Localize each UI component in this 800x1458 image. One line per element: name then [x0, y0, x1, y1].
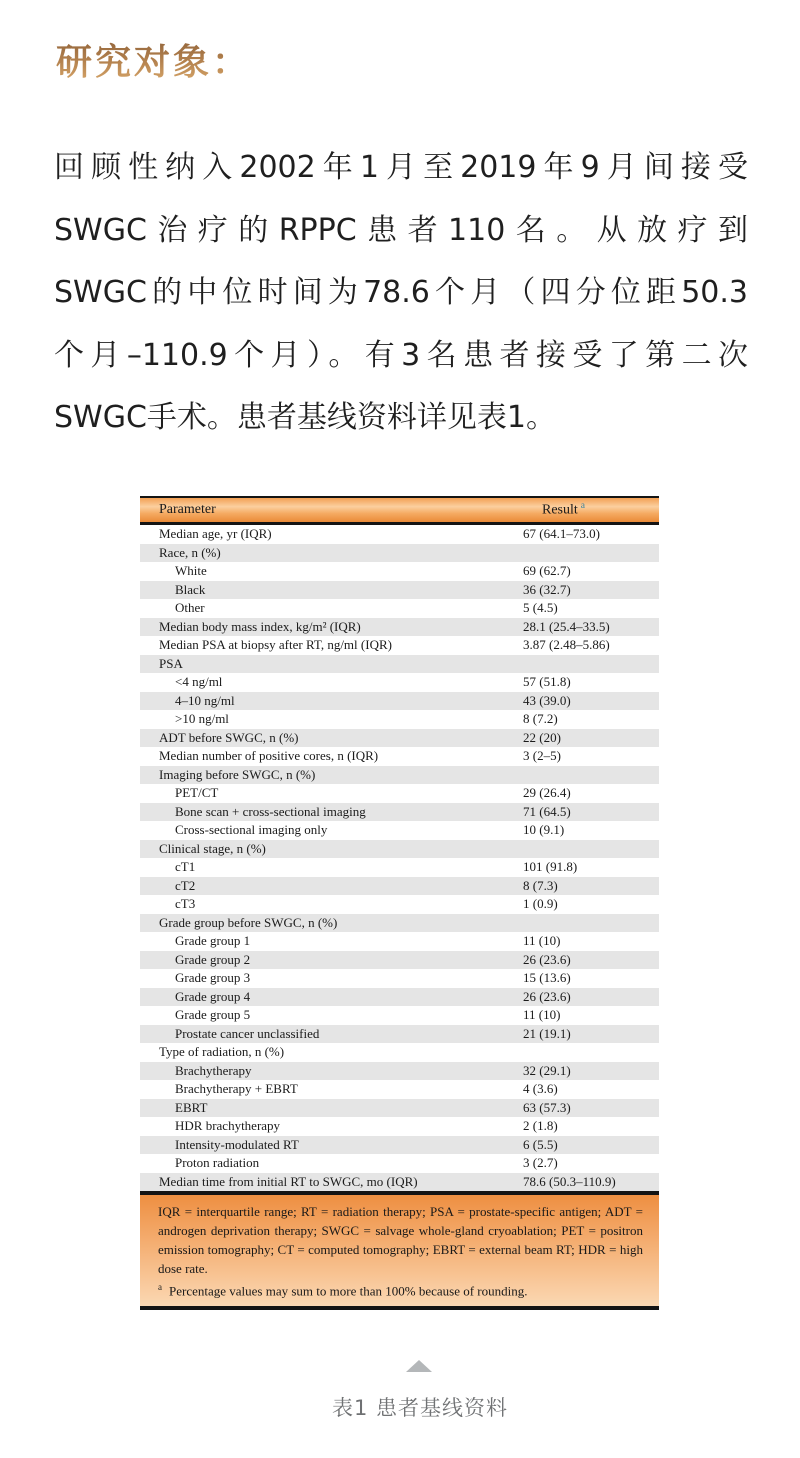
table-row — [140, 877, 659, 896]
result-cell: 15 (13.6) — [523, 970, 571, 985]
result-cell: 8 (7.2) — [523, 711, 558, 726]
table-row — [140, 1154, 659, 1173]
table-row — [140, 1080, 659, 1099]
result-cell: 21 (19.1) — [523, 1025, 571, 1041]
parameter-cell: cT1 — [175, 859, 196, 874]
table-row — [140, 544, 659, 563]
parameter-cell: Grade group before SWGC, n (%) — [159, 914, 338, 930]
table-row — [140, 692, 659, 711]
result-cell: 8 (7.3) — [523, 877, 558, 893]
table-row — [140, 858, 659, 877]
table-row — [140, 729, 659, 748]
table-row — [140, 932, 659, 951]
table-footnote — [140, 1195, 659, 1310]
column-header-result: Result $^a$ — [542, 501, 585, 518]
parameter-cell: Grade group 3 — [175, 970, 251, 985]
parameter-cell: Other — [175, 600, 205, 615]
table-row — [140, 599, 659, 618]
result-cell: 3.87 (2.48–5.86) — [523, 637, 610, 652]
collapse-arrow-icon[interactable] — [406, 1360, 432, 1372]
footnote-marker: a — [158, 1282, 162, 1292]
table-header-row — [140, 496, 659, 525]
parameter-cell: Prostate cancer unclassified — [175, 1025, 320, 1041]
parameter-cell: Bone scan + cross-sectional imaging — [175, 803, 366, 819]
parameter-cell: Proton radiation — [175, 1155, 260, 1170]
parameter-cell: Median age, yr (IQR) — [159, 526, 272, 541]
table-row — [140, 1117, 659, 1136]
result-cell: 26 (23.6) — [523, 951, 571, 967]
table-row — [140, 988, 659, 1007]
result-cell: 3 (2–5) — [523, 748, 561, 763]
result-cell: 1 (0.9) — [523, 896, 558, 911]
table-body — [140, 525, 659, 1195]
paragraph-line: 回顾性纳入2002年1月至2019年9月间接受 — [54, 150, 748, 185]
table-row — [140, 1006, 659, 1025]
table-row — [140, 1025, 659, 1044]
table-row — [140, 840, 659, 859]
table-row — [140, 766, 659, 785]
parameter-cell: Intensity-modulated RT — [175, 1136, 299, 1152]
table-row — [140, 1173, 659, 1192]
parameter-cell: Median number of positive cores, n (IQR) — [159, 748, 379, 763]
parameter-cell: Brachytherapy + EBRT — [175, 1081, 298, 1096]
parameter-cell: PSA — [159, 655, 183, 671]
table-row — [140, 803, 659, 822]
parameter-cell: Brachytherapy — [175, 1062, 252, 1078]
result-cell: 57 (51.8) — [523, 674, 571, 689]
result-cell: 11 (10) — [523, 933, 561, 948]
result-cell: 36 (32.7) — [523, 581, 571, 597]
result-cell: 2 (1.8) — [523, 1118, 558, 1133]
result-cell: 28.1 (25.4–33.5) — [523, 618, 610, 634]
result-cell: 11 (10) — [523, 1007, 561, 1022]
column-header-parameter: Parameter — [159, 502, 216, 517]
body-paragraph — [54, 137, 748, 450]
parameter-cell: Median PSA at biopsy after RT, ng/ml (IQR) — [159, 637, 392, 652]
table-row — [140, 1099, 659, 1118]
parameter-cell: Clinical stage, n (%) — [159, 840, 266, 856]
parameter-cell: Cross-sectional imaging only — [175, 822, 328, 837]
result-cell: 26 (23.6) — [523, 988, 571, 1004]
parameter-cell: <4 ng/ml — [175, 674, 223, 689]
result-cell: 5 (4.5) — [523, 600, 558, 615]
parameter-cell: Median body mass index, kg/m² (IQR) — [159, 618, 361, 634]
parameter-cell: Median time from initial RT to SWGC, mo (IQR) — [159, 1173, 418, 1189]
parameter-cell: Grade group 4 — [175, 988, 251, 1004]
parameter-cell: EBRT — [175, 1099, 208, 1115]
parameter-cell: White — [175, 563, 207, 578]
result-footnote-marker: a — [580, 501, 585, 512]
parameter-cell: Grade group 5 — [175, 1007, 251, 1022]
result-cell: 67 (64.1–73.0) — [523, 526, 600, 541]
table-caption: 表1 患者基线资料 — [331, 1396, 509, 1420]
table-row — [140, 581, 659, 600]
page-title: 研究对象： — [56, 34, 251, 85]
parameter-cell: ADT before SWGC, n (%) — [159, 729, 299, 745]
result-cell: 32 (29.1) — [523, 1062, 571, 1078]
result-cell: 71 (64.5) — [523, 803, 571, 819]
result-cell: 3 (2.7) — [523, 1155, 558, 1170]
parameter-cell: Imaging before SWGC, n (%) — [159, 766, 316, 782]
parameter-cell: Grade group 1 — [175, 933, 251, 948]
paragraph-line: SWGC的中位时间为78.6个月（四分位距50.3 — [54, 275, 748, 310]
footnote-note: $^a$ Percentage values may sum to more than 100% because of rounding. — [158, 1282, 528, 1299]
parameter-cell: PET/CT — [175, 785, 219, 800]
parameter-cell: Grade group 2 — [175, 951, 251, 967]
result-cell: 10 (9.1) — [523, 822, 565, 837]
table-row — [140, 1043, 659, 1062]
result-cell: 69 (62.7) — [523, 563, 571, 578]
baseline-table — [140, 496, 659, 1310]
footnote-abbreviations: IQR = interquartile range; RT = radiation therapy; PSA = prostate-specific antigen; ADT = androgen deprivation therapy; SWGC = salvage whole-gland cryoablation; PET = positron emission tomography; CT = computed tomography; EBRT = external beam RT; HDR = high dose rate. — [158, 1204, 643, 1276]
paragraph-line: SWGC治疗的RPPC患者110名。从放疗到 — [54, 212, 748, 248]
table-row — [140, 525, 659, 544]
table-row — [140, 1136, 659, 1155]
result-cell: 101 (91.8) — [523, 859, 578, 874]
result-cell: 78.6 (50.3–110.9) — [523, 1173, 616, 1189]
table-row — [140, 784, 659, 803]
result-cell: 6 (5.5) — [523, 1136, 558, 1152]
parameter-cell: Race, n (%) — [159, 544, 221, 560]
table-row — [140, 1062, 659, 1081]
paragraph-line: 个月–110.9个月）。有3名患者接受了第二次 — [54, 337, 748, 373]
table-row — [140, 821, 659, 840]
table-row — [140, 673, 659, 692]
table-row — [140, 636, 659, 655]
table-row — [140, 562, 659, 581]
parameter-cell: 4–10 ng/ml — [175, 692, 235, 708]
result-cell: 43 (39.0) — [523, 692, 571, 708]
result-cell: 4 (3.6) — [523, 1081, 558, 1096]
table-row — [140, 655, 659, 674]
parameter-cell: HDR brachytherapy — [175, 1118, 281, 1133]
parameter-cell: cT2 — [175, 877, 196, 893]
parameter-cell: cT3 — [175, 896, 196, 911]
parameter-cell: >10 ng/ml — [175, 711, 229, 726]
table-row — [140, 969, 659, 988]
table-row — [140, 747, 659, 766]
parameter-cell: Black — [175, 581, 206, 597]
table-row — [140, 710, 659, 729]
table-row — [140, 895, 659, 914]
result-cell: 22 (20) — [523, 729, 561, 745]
result-cell: 29 (26.4) — [523, 785, 571, 800]
paragraph-line: SWGC手术。患者基线资料详见表1。 — [54, 400, 556, 435]
parameter-cell: Type of radiation, n (%) — [159, 1044, 285, 1059]
result-cell: 63 (57.3) — [523, 1099, 571, 1115]
table-row — [140, 914, 659, 933]
table-row — [140, 618, 659, 637]
table-row — [140, 951, 659, 970]
